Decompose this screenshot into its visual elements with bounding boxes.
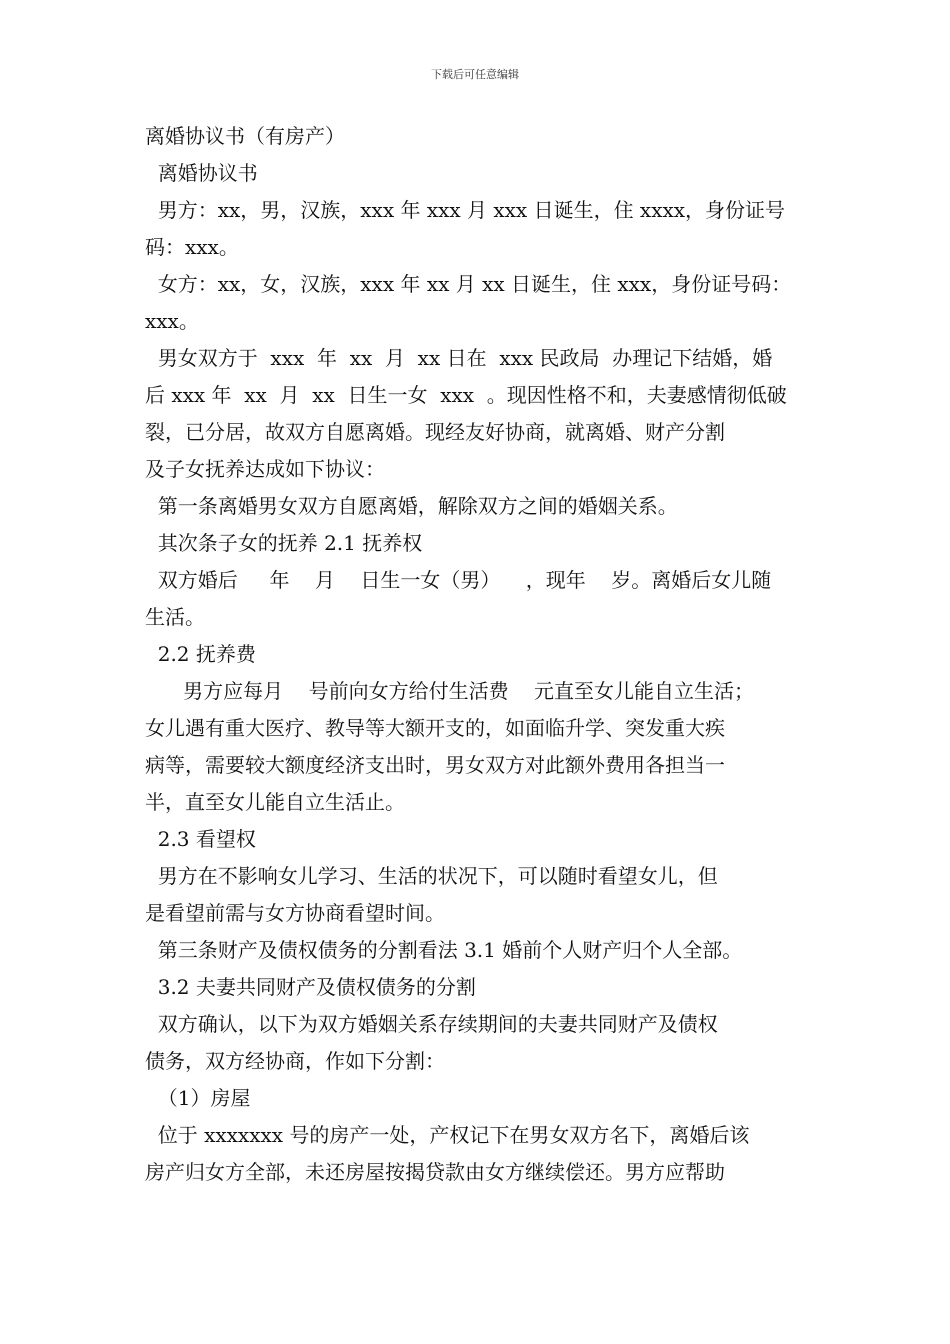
text-line: 房产归女方全部，未还房屋按揭贷款由女方继续偿还。男方应帮助: [145, 1160, 725, 1184]
text-line: 半，直至女儿能自立生活止。: [145, 790, 405, 814]
text-line: 码：xxx。: [145, 235, 239, 259]
text-line: 双方确认，以下为双方婚姻关系存续期间的夫妻共同财产及债权: [145, 1012, 718, 1036]
text-line: 男方应每月 号前向女方给付生活费 元直至女儿能自立生活；: [145, 679, 755, 703]
text-line: 债务，双方经协商，作如下分割：: [145, 1049, 445, 1073]
text-line: 病等，需要较大额度经济支出时，男女双方对此额外费用各担当一: [145, 753, 725, 777]
text-line: 后 xxx 年 xx 月 xx 日生一女 xxx 。现因性格不和，夫妻感情彻低破: [145, 383, 787, 407]
text-line: 裂，已分居，故双方自愿离婚。现经友好协商，就离婚、财产分割: [145, 420, 725, 444]
section-heading: 2.2 抚养费: [145, 642, 256, 666]
text-line: 是看望前需与女方协商看望时间。: [145, 901, 445, 925]
section-heading: （1）房屋: [145, 1086, 251, 1110]
page-header: 下载后可任意编辑: [431, 68, 519, 81]
text-line: xxx。: [145, 309, 199, 333]
text-line: 女儿遇有重大医疗、教导等大额开支的，如面临升学、突发重大疾: [145, 716, 725, 740]
document-title: 离婚协议书（有房产）: [145, 124, 345, 148]
section-heading: 第一条离婚男女双方自愿离婚，解除双方之间的婚姻关系。: [145, 494, 678, 518]
document-body: [145, 118, 810, 1191]
text-line: 男女双方于 xxx 年 xx 月 xx 日在 xxx 民政局 办理记下结婚，婚: [145, 346, 773, 370]
section-heading: 3.2 夫妻共同财产及债权债务的分割: [145, 975, 476, 999]
section-heading: 第三条财产及债权债务的分割看法 3.1 婚前个人财产归个人全部。: [145, 938, 743, 962]
text-line: 位于 xxxxxxx 号的房产一处，产权记下在男女双方名下，离婚后该: [145, 1123, 750, 1147]
section-heading: 其次条子女的抚养 2.1 抚养权: [145, 531, 423, 555]
section-heading: 2.3 看望权: [145, 827, 256, 851]
text-line: 双方婚后 年 月 日生一女（男） ，现年 岁。离婚后女儿随: [145, 568, 772, 592]
text-line: 女方：xx，女，汉族，xxx 年 xx 月 xx 日诞生，住 xxx，身份证号码：: [145, 272, 792, 296]
text-line: 男方：xx，男，汉族，xxx 年 xxx 月 xxx 日诞生，住 xxxx，身份证号: [145, 198, 786, 222]
text-line: 生活。: [145, 605, 205, 629]
text-line: 及子女抚养达成如下协议：: [145, 457, 385, 481]
text-line: 男方在不影响女儿学习、生活的状况下，可以随时看望女儿，但: [145, 864, 718, 888]
document-subtitle: 离婚协议书: [145, 161, 258, 185]
